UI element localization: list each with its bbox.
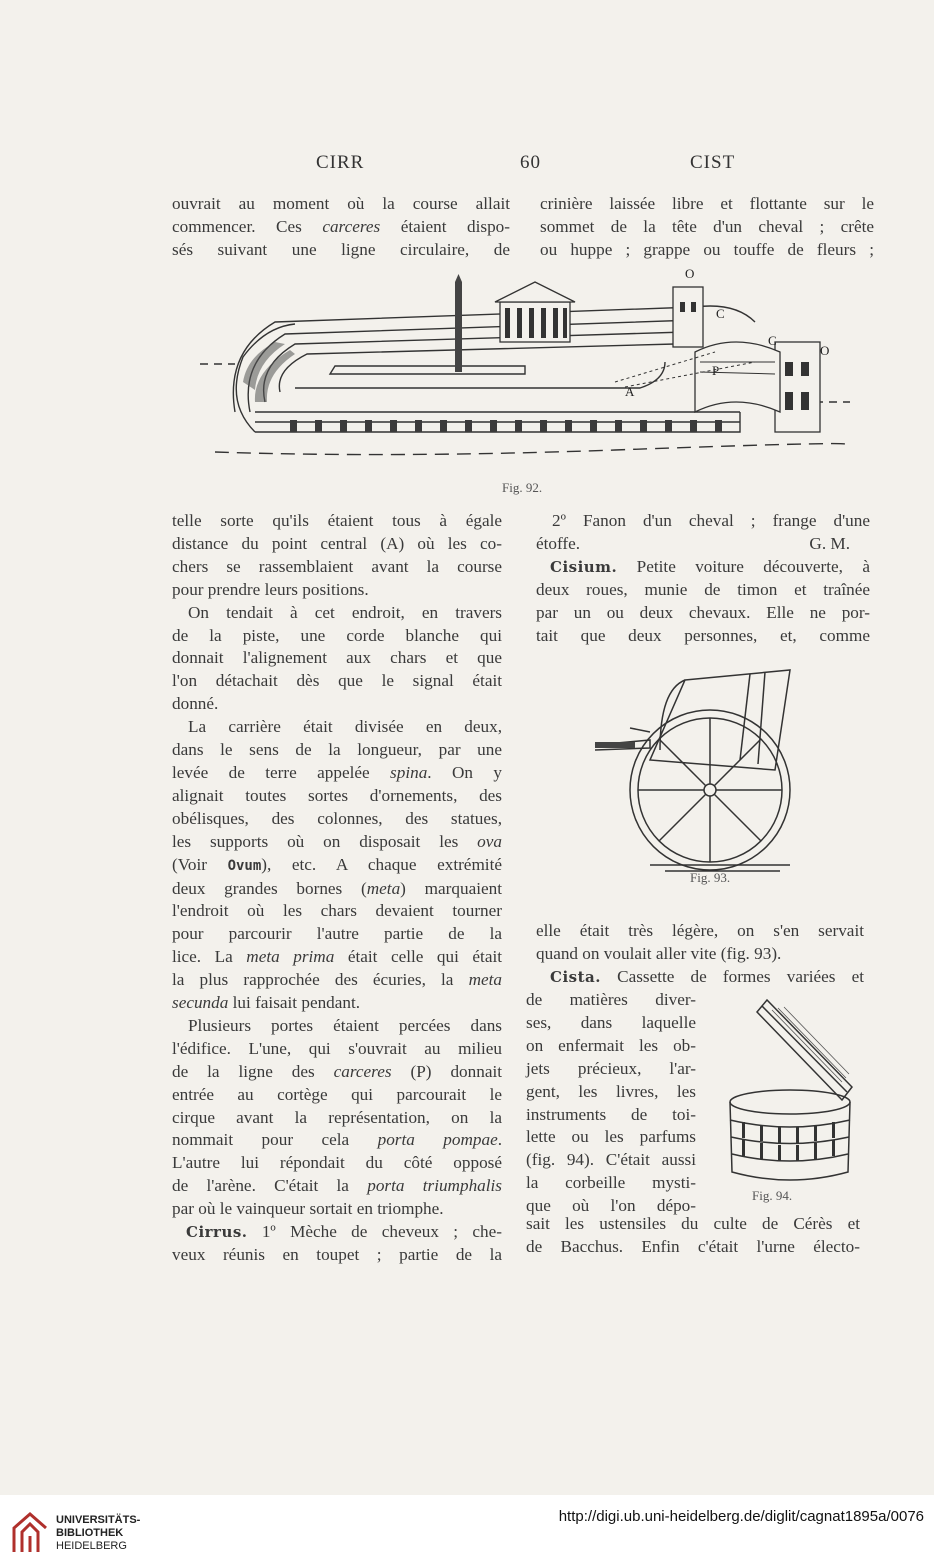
right-column-upper-text: 2º Fanon d'un cheval ; frange d'une étoffe. G. M. Cisium. Petite voiture découverte, à deux roues, munie de timon et traînée par un ou deux chevaux. Elle ne por- tait que deux personnes, et, comme [536, 511, 870, 645]
library-name: UNIVERSITÄTS- BIBLIOTHEK HEIDELBERG [56, 1514, 141, 1552]
headword-cista: Cista. [550, 967, 601, 986]
cista-illustration [712, 992, 857, 1182]
running-head-left: CIRR [316, 152, 365, 173]
cisium-illustration [590, 660, 800, 875]
label-p: P [712, 363, 720, 378]
right-column-middle-text: elle était très légère, on s'en servait quand on voulait aller vite (fig. 93). Cista. Cassette de formes variées et [536, 921, 864, 986]
label-o-top: O [685, 266, 695, 281]
right-column-wrapped-text: de matières diver- ses, dans laquelle on enfermait les ob- jets précieux, l'ar- gent, les livres, les instruments de toi- lette ou les parfums (fig. 94). C'était aussi la corbeille mysti- que où l'on dépo- [526, 990, 696, 1216]
label-c-right: C [768, 333, 777, 348]
page-number: 60 [520, 152, 541, 173]
circus-illustration [195, 262, 855, 472]
right-column-bottom-text: sait les ustensiles du culte de Cérès et de Bacchus. Enfin c'était l'urne électo- [526, 1214, 860, 1256]
library-logo-icon [10, 1508, 50, 1558]
label-o-right: O [820, 343, 830, 358]
running-head-right: CIST [690, 152, 736, 173]
fig93-caption: Fig. 93. [690, 870, 731, 885]
label-c-upper: C [716, 306, 725, 321]
fig94-caption: Fig. 94. [752, 1188, 793, 1203]
top-right-text: crinière laissée libre et flottante sur le sommet de la tête d'un cheval ; crête ou huppe ; grappe ou touffe de fleurs ; [540, 194, 874, 259]
left-column-text: telle sorte qu'ils étaient tous à égale distance du point central (A) où les co- chers se rassemblaient avant la course pour prendre leurs positions. On tendait à cet endroit, en travers de la piste, une corde blanche qui donnait l'alignement aux chars et que l'on détachait dès que le signal était donné. La carrière était divisée en deux, dans le sens de la longueur, par une levée de terre appelée spina. On y alignait toutes sortes d'ornements, des obélisques, des colonnes, des statues, les supports où on disposait les ova (Voir Ovum), etc. A chaque extrémité deux grandes bornes (meta) marquaient l'endroit où les chars devaient tourner pour parcourir l'autre partie de la lice. La meta prima était celle qui était la plus rapprochée des écuries, la meta secunda lui faisait pendant. Plusieurs portes étaient percées dans l'édifice. L'une, qui s'ouvrait au milieu de la ligne des carceres (P) donnait entrée au cortège qui parcourait le cirque avant la représentation, on la nommait pour cela porta pompae. L'autre lui répondait du côté opposé de l'arène. C'était la porta triumphalis par où le vainqueur sortait en triomphe. Cirrus. 1º Mèche de cheveux ; che- veux réunis en toupet ; partie de la [172, 511, 502, 1264]
headword-cirrus: Cirrus. [186, 1223, 248, 1242]
fig92-caption: Fig. 92. [502, 480, 543, 495]
label-a: A [625, 384, 635, 399]
source-url-link[interactable]: http://digi.ub.uni-heidelberg.de/diglit/cagnat1895a/0076 [558, 1508, 924, 1525]
headword-cisium: Cisium. [550, 557, 618, 576]
top-left-text: ouvrait au moment où la course allait commencer. Ces carceres étaient dispo- sés suivant une ligne circulaire, de [172, 194, 511, 259]
